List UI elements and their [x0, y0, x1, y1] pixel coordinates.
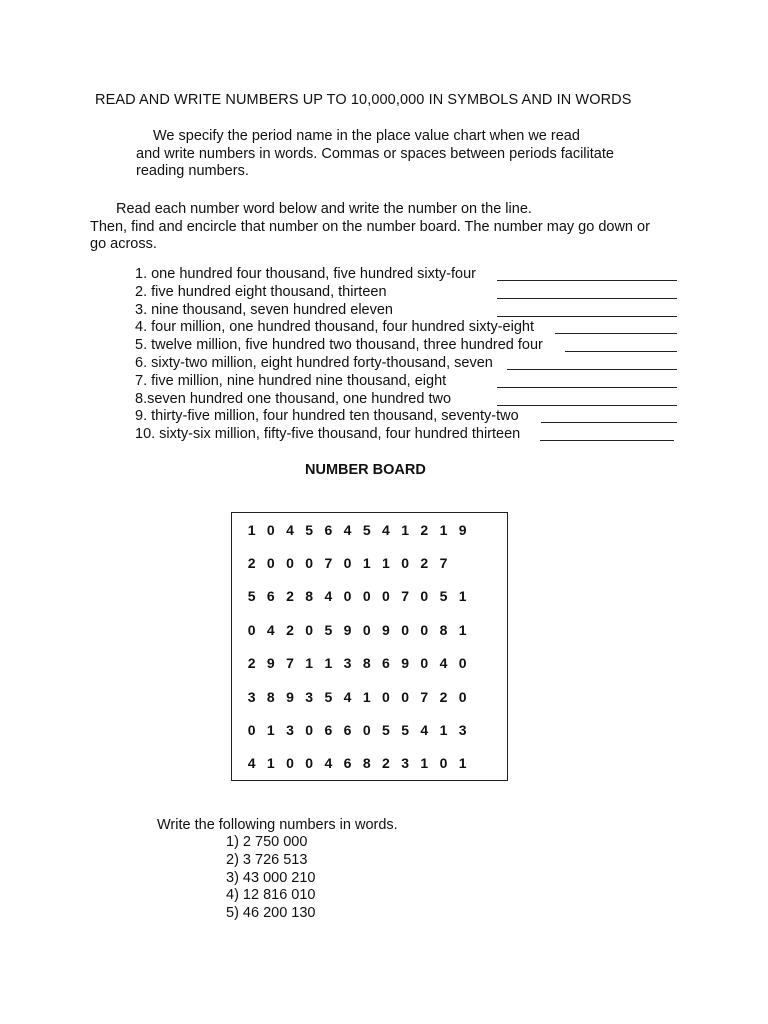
board-row: [242, 580, 492, 613]
exercise-list: [135, 266, 680, 444]
board-row: [242, 647, 492, 680]
board-row: [242, 680, 492, 713]
instruction-line: go across.: [90, 236, 157, 252]
board-cell[interactable]: 2: [420, 521, 429, 538]
board-cell[interactable]: 0: [401, 688, 409, 705]
exercise-text: 2. five hundred eight thousand, thirteen: [135, 283, 387, 300]
board-row: [242, 513, 492, 546]
board-cell[interactable]: 3: [458, 722, 467, 739]
answer-line[interactable]: [541, 422, 677, 423]
board-cell[interactable]: 5: [439, 588, 448, 605]
board-cell[interactable]: 0: [458, 655, 467, 672]
board-cell[interactable]: 6: [266, 588, 275, 605]
board-cell[interactable]: 8: [362, 755, 371, 772]
board-cell[interactable]: 1: [420, 755, 429, 772]
board-cell[interactable]: 1: [305, 655, 314, 672]
exercise-item: [135, 266, 680, 284]
board-cell[interactable]: 6: [324, 521, 333, 538]
board-cell[interactable]: 4: [324, 588, 333, 605]
words-number-item: 2) 3 726 513: [226, 851, 308, 868]
exercise-item: [135, 284, 680, 302]
board-row: [242, 747, 492, 780]
number-board-grid: [242, 513, 492, 780]
worksheet-title: READ AND WRITE NUMBERS UP TO 10,000,000 IN SYMBOLS AND IN WORDS: [95, 92, 632, 108]
board-cell[interactable]: 0: [305, 722, 314, 739]
instruction-line: Read each number word below and write the number on the line.: [116, 201, 532, 217]
board-cell[interactable]: 6: [343, 755, 352, 772]
board-cell[interactable]: 5: [324, 688, 333, 705]
board-cell[interactable]: 9: [401, 655, 409, 672]
board-cell[interactable]: 0: [305, 755, 314, 772]
board-cell[interactable]: 1: [439, 521, 448, 538]
board-cell[interactable]: 8: [266, 688, 275, 705]
board-cell[interactable]: 9: [458, 521, 467, 538]
exercise-item: [135, 337, 680, 355]
words-number-item: 5) 46 200 130: [226, 905, 316, 922]
board-cell[interactable]: 1: [458, 588, 467, 605]
board-cell[interactable]: 0: [247, 621, 256, 638]
board-cell[interactable]: 0: [286, 755, 294, 772]
board-cell[interactable]: 2: [382, 755, 390, 772]
answer-line[interactable]: [507, 369, 677, 370]
exercise-item: [135, 373, 680, 391]
intro-line: and write numbers in words. Commas or spaces between periods facilitate: [136, 145, 614, 162]
exercise-text: 3. nine thousand, seven hundred eleven: [135, 301, 393, 318]
board-cell[interactable]: 1: [458, 621, 467, 638]
board-cell[interactable]: 6: [343, 722, 352, 739]
board-cell[interactable]: 0: [401, 621, 409, 638]
board-cell[interactable]: 0: [343, 555, 352, 572]
board-cell[interactable]: 4: [343, 521, 352, 538]
board-cell[interactable]: 0: [247, 722, 256, 739]
board-cell[interactable]: 4: [382, 521, 390, 538]
board-cell[interactable]: 3: [401, 755, 409, 772]
board-cell[interactable]: 1: [362, 555, 371, 572]
board-cell[interactable]: 4: [266, 621, 275, 638]
board-cell[interactable]: 5: [324, 621, 333, 638]
number-board-title: NUMBER BOARD: [305, 462, 426, 478]
board-cell[interactable]: 0: [382, 588, 390, 605]
board-cell[interactable]: 4: [324, 755, 333, 772]
board-cell[interactable]: 4: [420, 722, 429, 739]
exercise-item: [135, 319, 680, 337]
number-board: [231, 512, 508, 781]
board-cell[interactable]: 0: [420, 621, 429, 638]
board-cell[interactable]: 5: [305, 521, 314, 538]
board-cell[interactable]: 2: [247, 555, 256, 572]
board-cell[interactable]: 5: [247, 588, 256, 605]
board-cell[interactable]: 4: [439, 655, 448, 672]
board-cell[interactable]: 9: [343, 621, 352, 638]
board-cell[interactable]: 0: [343, 588, 352, 605]
exercise-item: [135, 302, 680, 320]
answer-line[interactable]: [497, 298, 677, 299]
board-cell[interactable]: 0: [266, 555, 275, 572]
exercise-text: 6. sixty-two million, eight hundred forty-thousand, seven: [135, 354, 493, 371]
words-number-list: [226, 834, 316, 923]
board-cell[interactable]: 2: [286, 621, 294, 638]
exercise-text: 5. twelve million, five hundred two thousand, three hundred four: [135, 337, 543, 354]
exercise-item: [135, 391, 680, 409]
intro-line: We specify the period name in the place value chart when we read: [153, 128, 580, 144]
answer-line[interactable]: [497, 280, 677, 281]
board-cell[interactable]: 1: [401, 521, 409, 538]
exercise-item: [135, 355, 680, 373]
board-cell[interactable]: 7: [401, 588, 409, 605]
board-cell[interactable]: 4: [343, 688, 352, 705]
answer-line[interactable]: [540, 440, 674, 441]
board-cell[interactable]: 7: [420, 688, 429, 705]
board-cell[interactable]: 0: [362, 722, 371, 739]
answer-line[interactable]: [555, 333, 677, 334]
board-row: [242, 613, 492, 646]
board-cell[interactable]: 3: [305, 688, 314, 705]
board-cell[interactable]: 7: [286, 655, 294, 672]
words-number-item: 3) 43 000 210: [226, 869, 316, 886]
board-cell[interactable]: 4: [247, 755, 256, 772]
board-cell[interactable]: 1: [458, 755, 467, 772]
board-cell[interactable]: 0: [401, 555, 409, 572]
board-cell[interactable]: 0: [362, 621, 371, 638]
board-cell[interactable]: 0: [382, 688, 390, 705]
answer-line[interactable]: [497, 316, 677, 317]
board-cell[interactable]: 1: [266, 722, 275, 739]
board-cell[interactable]: 3: [286, 722, 294, 739]
board-cell[interactable]: 0: [420, 588, 429, 605]
exercise-item: [135, 426, 680, 444]
exercise-text: 4. four million, one hundred thousand, four hundred sixty-eight: [135, 319, 534, 336]
board-cell[interactable]: 6: [382, 655, 390, 672]
board-row: [242, 713, 492, 746]
board-cell[interactable]: 2: [247, 655, 256, 672]
board-cell[interactable]: 0: [420, 655, 429, 672]
board-cell[interactable]: 8: [439, 621, 448, 638]
board-cell[interactable]: 1: [382, 555, 390, 572]
board-cell[interactable]: 0: [305, 621, 314, 638]
answer-line[interactable]: [565, 351, 677, 352]
board-cell[interactable]: 6: [324, 722, 333, 739]
board-cell[interactable]: 7: [439, 555, 448, 572]
exercise-text: 7. five million, nine hundred nine thousand, eight: [135, 372, 447, 389]
board-cell[interactable]: 9: [266, 655, 275, 672]
words-number-item: 1) 2 750 000: [226, 834, 308, 850]
instruction-line: Then, find and encircle that number on the number board. The number may go down or: [90, 218, 650, 235]
answer-line[interactable]: [497, 405, 677, 406]
board-cell[interactable]: 8: [362, 655, 371, 672]
board-cell[interactable]: 9: [286, 688, 294, 705]
board-cell[interactable]: 0: [286, 555, 294, 572]
board-cell[interactable]: 0: [266, 521, 275, 538]
intro-paragraph: [136, 128, 614, 181]
board-cell[interactable]: 1: [439, 722, 448, 739]
board-cell[interactable]: 4: [286, 521, 294, 538]
exercise-item: [135, 408, 680, 426]
board-cell[interactable]: 2: [286, 588, 294, 605]
exercise-text: 10. sixty-six million, fifty-five thousand, four hundred thirteen: [135, 426, 521, 443]
intro-line: reading numbers.: [136, 163, 249, 179]
answer-line[interactable]: [497, 387, 677, 388]
board-cell[interactable]: 5: [382, 722, 390, 739]
board-cell[interactable]: 5: [362, 521, 371, 538]
words-number-item: 4) 12 816 010: [226, 887, 316, 904]
board-cell[interactable]: 5: [401, 722, 409, 739]
words-heading: Write the following numbers in words.: [157, 817, 398, 833]
exercise-text: 8.seven hundred one thousand, one hundred two: [135, 390, 452, 407]
board-cell[interactable]: 1: [266, 755, 275, 772]
board-cell[interactable]: 0: [458, 688, 467, 705]
board-cell[interactable]: 0: [305, 555, 314, 572]
board-cell[interactable]: 2: [420, 555, 429, 572]
exercise-text: 1. one hundred four thousand, five hundred sixty-four: [135, 266, 476, 282]
board-cell[interactable]: 1: [362, 688, 371, 705]
board-row: [242, 546, 492, 579]
instructions-paragraph: [90, 201, 650, 254]
board-cell[interactable]: 0: [439, 755, 448, 772]
exercise-text: 9. thirty-five million, four hundred ten thousand, seventy-two: [135, 408, 519, 425]
board-cell[interactable]: 9: [382, 621, 390, 638]
board-cell[interactable]: 2: [439, 688, 448, 705]
board-cell[interactable]: 1: [247, 521, 256, 538]
board-cell[interactable]: 1: [324, 655, 333, 672]
board-cell[interactable]: 3: [247, 688, 256, 705]
board-cell[interactable]: 0: [362, 588, 371, 605]
board-cell[interactable]: 3: [343, 655, 352, 672]
board-cell[interactable]: 8: [305, 588, 314, 605]
board-cell[interactable]: 7: [324, 555, 333, 572]
